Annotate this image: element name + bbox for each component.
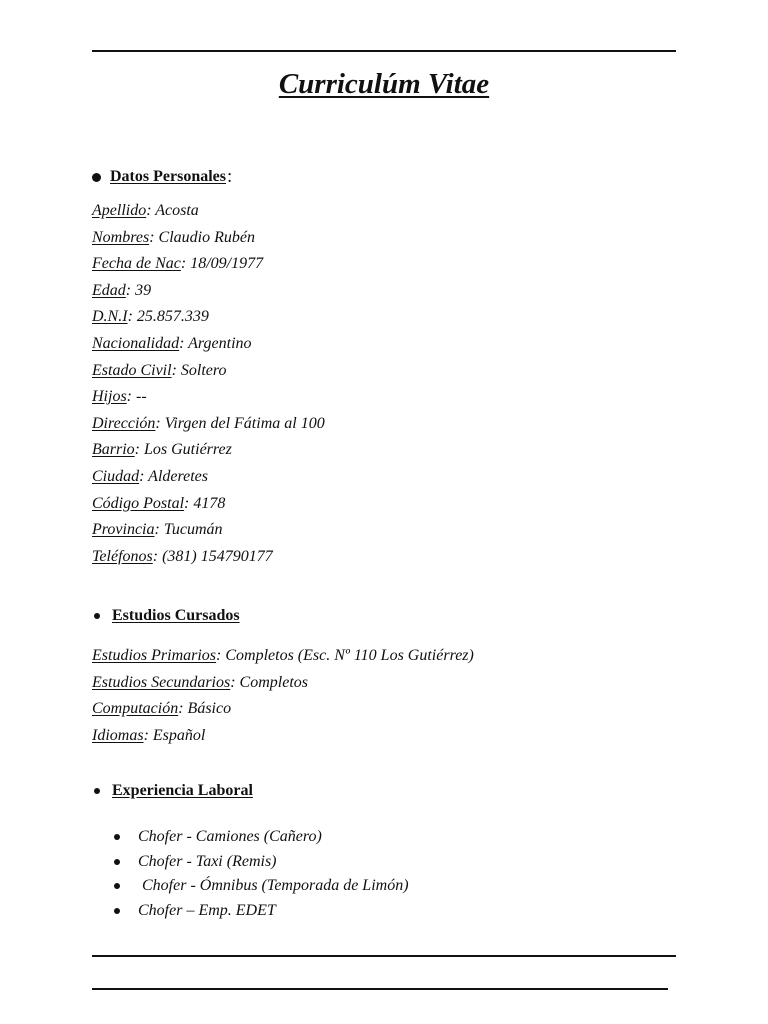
field-label: Estudios Secundarios	[92, 673, 231, 691]
section-heading-studies	[92, 607, 240, 625]
field-value: : Acosta	[146, 202, 199, 219]
field-row-computacion	[92, 696, 474, 723]
field-row-nacionalidad	[92, 331, 325, 358]
field-row-apellido	[92, 198, 325, 225]
document-title: Curriculúm Vitae	[278, 68, 490, 100]
field-label: D.N.I	[92, 308, 128, 326]
field-label: Idiomas	[92, 726, 144, 744]
field-row-barrio	[92, 437, 325, 464]
field-value: : Virgen del Fátima al 100	[155, 414, 325, 432]
field-row-dni	[92, 304, 325, 331]
field-row-codigo-postal	[92, 491, 325, 518]
bullet-icon	[94, 788, 100, 794]
list-item	[114, 874, 409, 899]
field-value: : 18/09/1977	[180, 255, 264, 273]
bottom-divider-secondary	[92, 988, 668, 990]
field-label: Nombres	[92, 228, 150, 246]
field-value: : Argentino	[179, 334, 252, 352]
bullet-icon	[114, 859, 120, 865]
field-value: : Soltero	[171, 361, 227, 379]
field-row-telefonos	[92, 544, 325, 571]
section-heading-personal-label: Datos Personales	[110, 168, 226, 185]
field-label: Estudios Primarios	[92, 647, 217, 664]
section-heading-experience	[92, 782, 253, 800]
field-label: Hijos	[92, 388, 127, 406]
field-label: Estado Civil	[92, 361, 172, 379]
experience-list	[114, 825, 409, 923]
bullet-icon	[114, 908, 120, 914]
field-label: Barrio	[92, 441, 135, 459]
field-value: : --	[126, 388, 147, 406]
field-label: Provincia	[92, 521, 155, 539]
field-value: : 25.857.339	[127, 308, 209, 326]
field-value: : Completos	[230, 673, 308, 691]
list-item-text: Chofer - Ómnibus (Temporada de Limón)	[138, 877, 409, 894]
bullet-icon	[94, 613, 100, 619]
field-value: : 39	[125, 281, 152, 299]
field-row-ciudad	[92, 464, 325, 491]
field-label: Computación	[92, 700, 179, 718]
list-item	[114, 850, 409, 875]
field-row-estado-civil	[92, 358, 325, 385]
field-value: : Claudio Rubén	[149, 228, 255, 246]
list-item-text: Chofer - Taxi (Remis)	[138, 852, 277, 870]
list-item	[114, 825, 409, 850]
section-heading-studies-label: Estudios Cursados	[112, 607, 240, 624]
field-row-idiomas	[92, 723, 474, 750]
field-value: : Tucumán	[154, 521, 223, 539]
field-label: Ciudad	[92, 467, 140, 485]
section-heading-personal-colon: :	[226, 166, 233, 187]
list-item	[114, 899, 409, 924]
list-item-text: Chofer – Emp. EDET	[138, 901, 276, 919]
field-row-estudios-primarios	[92, 643, 474, 670]
field-label: Teléfonos	[92, 547, 153, 565]
top-divider	[92, 50, 676, 52]
field-label: Fecha de Nac	[92, 255, 181, 273]
field-row-fecha-nac	[92, 251, 325, 278]
field-row-provincia	[92, 517, 325, 544]
field-value: : (381) 154790177	[152, 547, 273, 565]
field-value: : Los Gutiérrez	[134, 441, 232, 459]
bullet-icon	[114, 834, 120, 840]
field-row-hijos	[92, 384, 325, 411]
field-value: : Español	[143, 726, 206, 744]
field-label: Edad	[92, 281, 126, 299]
field-value: : Completos (Esc. Nº 110 Los Gutiérrez)	[216, 647, 474, 664]
field-label: Nacionalidad	[92, 334, 180, 352]
personal-data-list	[92, 198, 325, 570]
bottom-divider	[92, 955, 676, 957]
bullet-icon	[114, 883, 120, 889]
list-item-text: Chofer - Camiones (Cañero)	[138, 828, 322, 845]
section-heading-personal	[92, 166, 232, 188]
studies-list	[92, 643, 474, 749]
field-label: Dirección	[92, 414, 156, 432]
bullet-icon	[92, 173, 101, 182]
section-heading-experience-label: Experiencia Laboral	[112, 782, 253, 799]
field-value: : Básico	[178, 700, 232, 718]
field-row-nombres	[92, 225, 325, 252]
field-row-direccion	[92, 411, 325, 438]
field-row-estudios-secundarios	[92, 670, 474, 697]
field-row-edad	[92, 278, 325, 305]
field-label: Apellido	[92, 202, 147, 219]
field-label: Código Postal	[92, 494, 185, 512]
field-value: : Alderetes	[139, 467, 208, 485]
field-value: : 4178	[184, 494, 226, 512]
